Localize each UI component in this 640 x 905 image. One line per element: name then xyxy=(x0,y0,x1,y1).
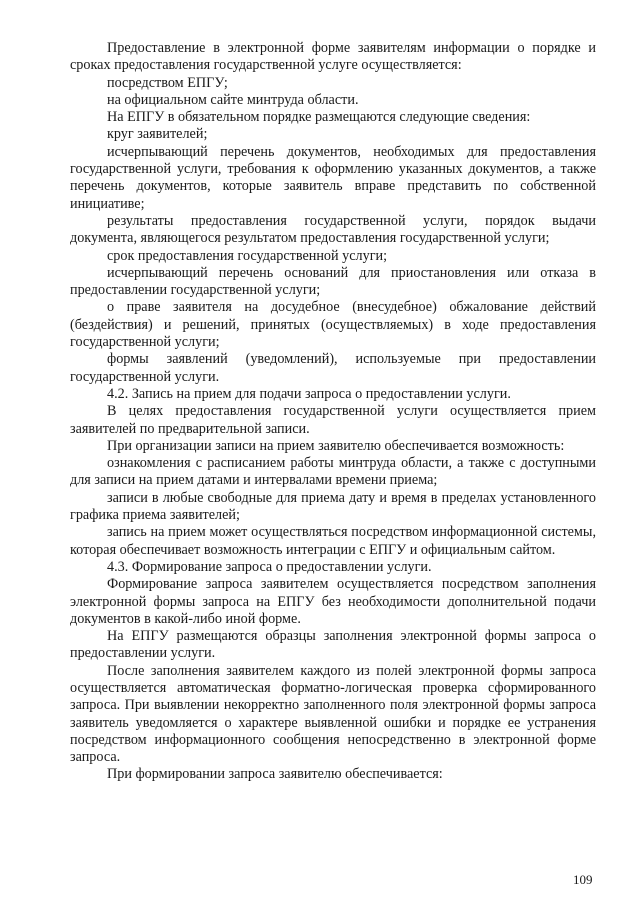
paragraph: При организации записи на прием заявителю обеспечивается возможность: xyxy=(107,437,565,454)
paragraph: запись на прием может осуществляться посредством информационной системы, которая обеспечивает возможность интеграции с ЕПГУ и официальным сайтом. xyxy=(70,524,596,558)
paragraph: срок предоставления государственной услуги; xyxy=(107,247,388,264)
paragraph: посредством ЕПГУ; xyxy=(107,74,228,91)
paragraph: записи в любые свободные для приема дату и время в пределах установленного графика приема заявителей; xyxy=(70,489,596,524)
paragraph: В целях предоставления государственной услуги осуществляется прием заявителей по предварительной записи. xyxy=(70,403,596,437)
paragraph: исчерпывающий перечень документов, необходимых для предоставления государственной услуги, требования к оформлению указанных документов, а также перечень документов, которые заявитель вправе представить по собственной инициативе; xyxy=(70,143,596,212)
page-number: 109 xyxy=(573,872,593,887)
paragraph: При формировании запроса заявителю обеспечивается: xyxy=(107,766,443,783)
section-heading: 4.2. Запись на прием для подачи запроса о предоставлении услуги. xyxy=(107,385,511,402)
paragraph: на официальном сайте минтруда области. xyxy=(107,91,359,108)
paragraph: ознакомления с расписанием работы минтруда области, а также с доступными для записи на прием датами и интервалами времени приема; xyxy=(70,455,596,489)
paragraph: о праве заявителя на досудебное (внесудебное) обжалование действий (бездействия) и решений, принятых (осуществляемых) в ходе предоставления государственной услуги; xyxy=(70,299,596,351)
paragraph: На ЕПГУ размещаются образцы заполнения электронной формы запроса о предоставлении услуги. xyxy=(70,628,596,662)
paragraph: После заполнения заявителем каждого из полей электронной формы запроса осуществляется автоматическая форматно-логическая проверка сформированного запроса. При выявлении некорректно заполненного поля электронной формы запроса заявитель уведомляется о характере выявленной ошибки и порядке ее устранения посредством информационного сообщения непосредственно в электронной форме запроса. xyxy=(70,662,596,766)
paragraph: На ЕПГУ в обязательном порядке размещаются следующие сведения: xyxy=(107,109,531,126)
paragraph: исчерпывающий перечень оснований для приостановления или отказа в предоставлении государственной услуги; xyxy=(70,264,596,299)
paragraph: Формирование запроса заявителем осуществляется посредством заполнения электронной формы запроса на ЕПГУ без необходимости дополнительной подачи документов в какой-либо иной форме. xyxy=(70,576,596,627)
paragraph: круг заявителей; xyxy=(107,126,208,143)
paragraph: формы заявлений (уведомлений), используемые при предоставлении государственной услуги. xyxy=(70,351,596,385)
document-page xyxy=(70,40,596,784)
paragraph: Предоставление в электронной форме заявителям информации о порядке и сроках предоставления государственной услуге осуществляется: xyxy=(70,40,596,74)
section-heading: 4.3. Формирование запроса о предоставлении услуги. xyxy=(107,558,432,575)
paragraph: результаты предоставления государственной услуги, порядок выдачи документа, являющегося результатом предоставления государственной услуги; xyxy=(70,212,596,247)
